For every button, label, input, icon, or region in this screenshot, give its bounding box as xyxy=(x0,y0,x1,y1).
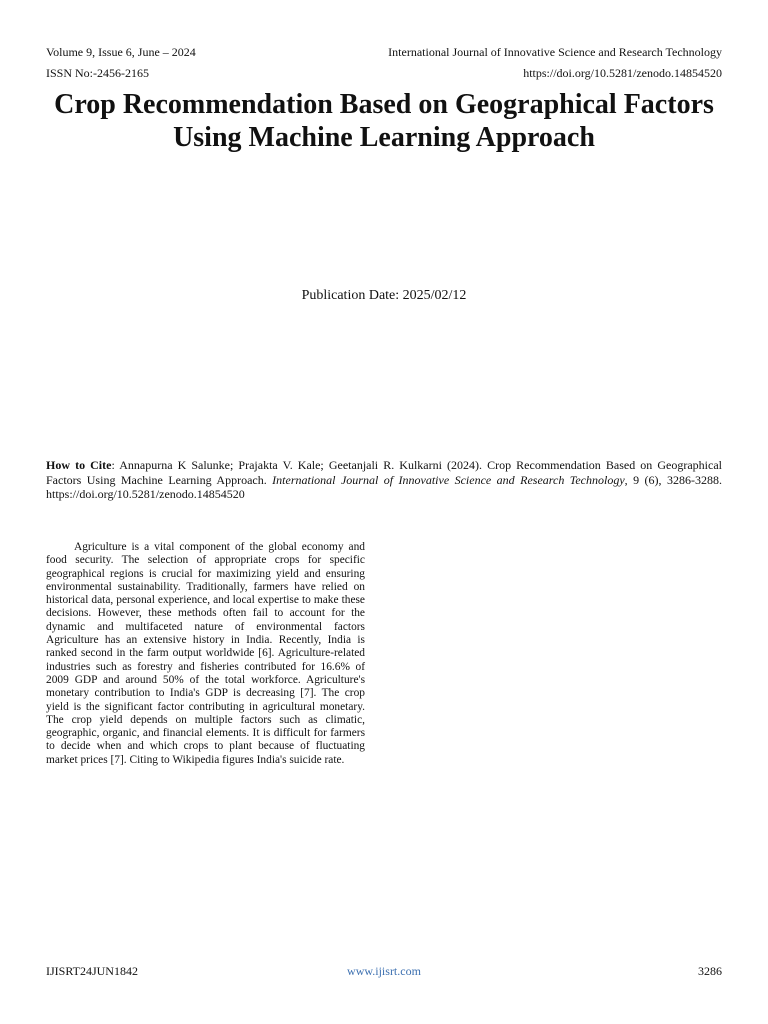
abstract-paragraph: Agriculture is a vital component of the global economy and food security. The selection of appropriate crops for specific geographical regions is crucial for maximizing yield and ensuring environmental sustainability. Traditionally, farmers have relied on historical data, personal experience, and local expertise to make these decisions. However, these methods often fail to account for the dynamic and multifaceted nature of environmental factors Agriculture has an extensive history in India. Recently, India is ranked second in the farm output worldwide [6]. Agriculture-related industries such as forestry and fisheries contributed for 16.6% of 2009 GDP and around 50% of the total workforce. Agriculture's monetary contribution to India's GDP is decreasing [7]. The crop yield is the significant factor contributing in agricultural monetary. The crop yield depends on multiple factors such as climatic, geographic, organic, and financial elements. It is difficult for farmers to decide when and which crops to plant because of fluctuating market prices [7]. Citing to Wikipedia figures India's suicide rate. xyxy=(46,541,365,766)
publication-date: Publication Date: 2025/02/12 xyxy=(301,288,467,303)
citation-label: How to Cite xyxy=(46,458,112,472)
citation-authors: : Annapurna K Salunke; Prajakta V. Kale; Geetanjali R. Kulkarni (2024). Crop Recommendation Based on Geographical Factors Using Machine Learning Approach. xyxy=(46,458,722,487)
footer-page-number: 3286 xyxy=(698,964,722,978)
citation-details: , 9 (6), 3286-3288. https://doi.org/10.5281/zenodo.14854520 xyxy=(46,472,722,501)
header-issn: ISSN No:-2456-2165 xyxy=(46,66,150,80)
citation-block xyxy=(46,458,722,502)
paper-title: Crop Recommendation Based on Geographical Factors Using Machine Learning Approach xyxy=(54,89,714,153)
footer-site-link[interactable]: www.ijisrt.com xyxy=(347,964,421,978)
header-doi-link[interactable]: https://doi.org/10.5281/zenodo.14854520 xyxy=(523,66,722,80)
footer-paper-id: IJISRT24JUN1842 xyxy=(46,964,138,978)
header-journal-name: International Journal of Innovative Science and Research Technology xyxy=(388,45,722,59)
header-volume: Volume 9, Issue 6, June – 2024 xyxy=(46,45,196,59)
citation-journal: International Journal of Innovative Science and Research Technology xyxy=(272,472,625,487)
